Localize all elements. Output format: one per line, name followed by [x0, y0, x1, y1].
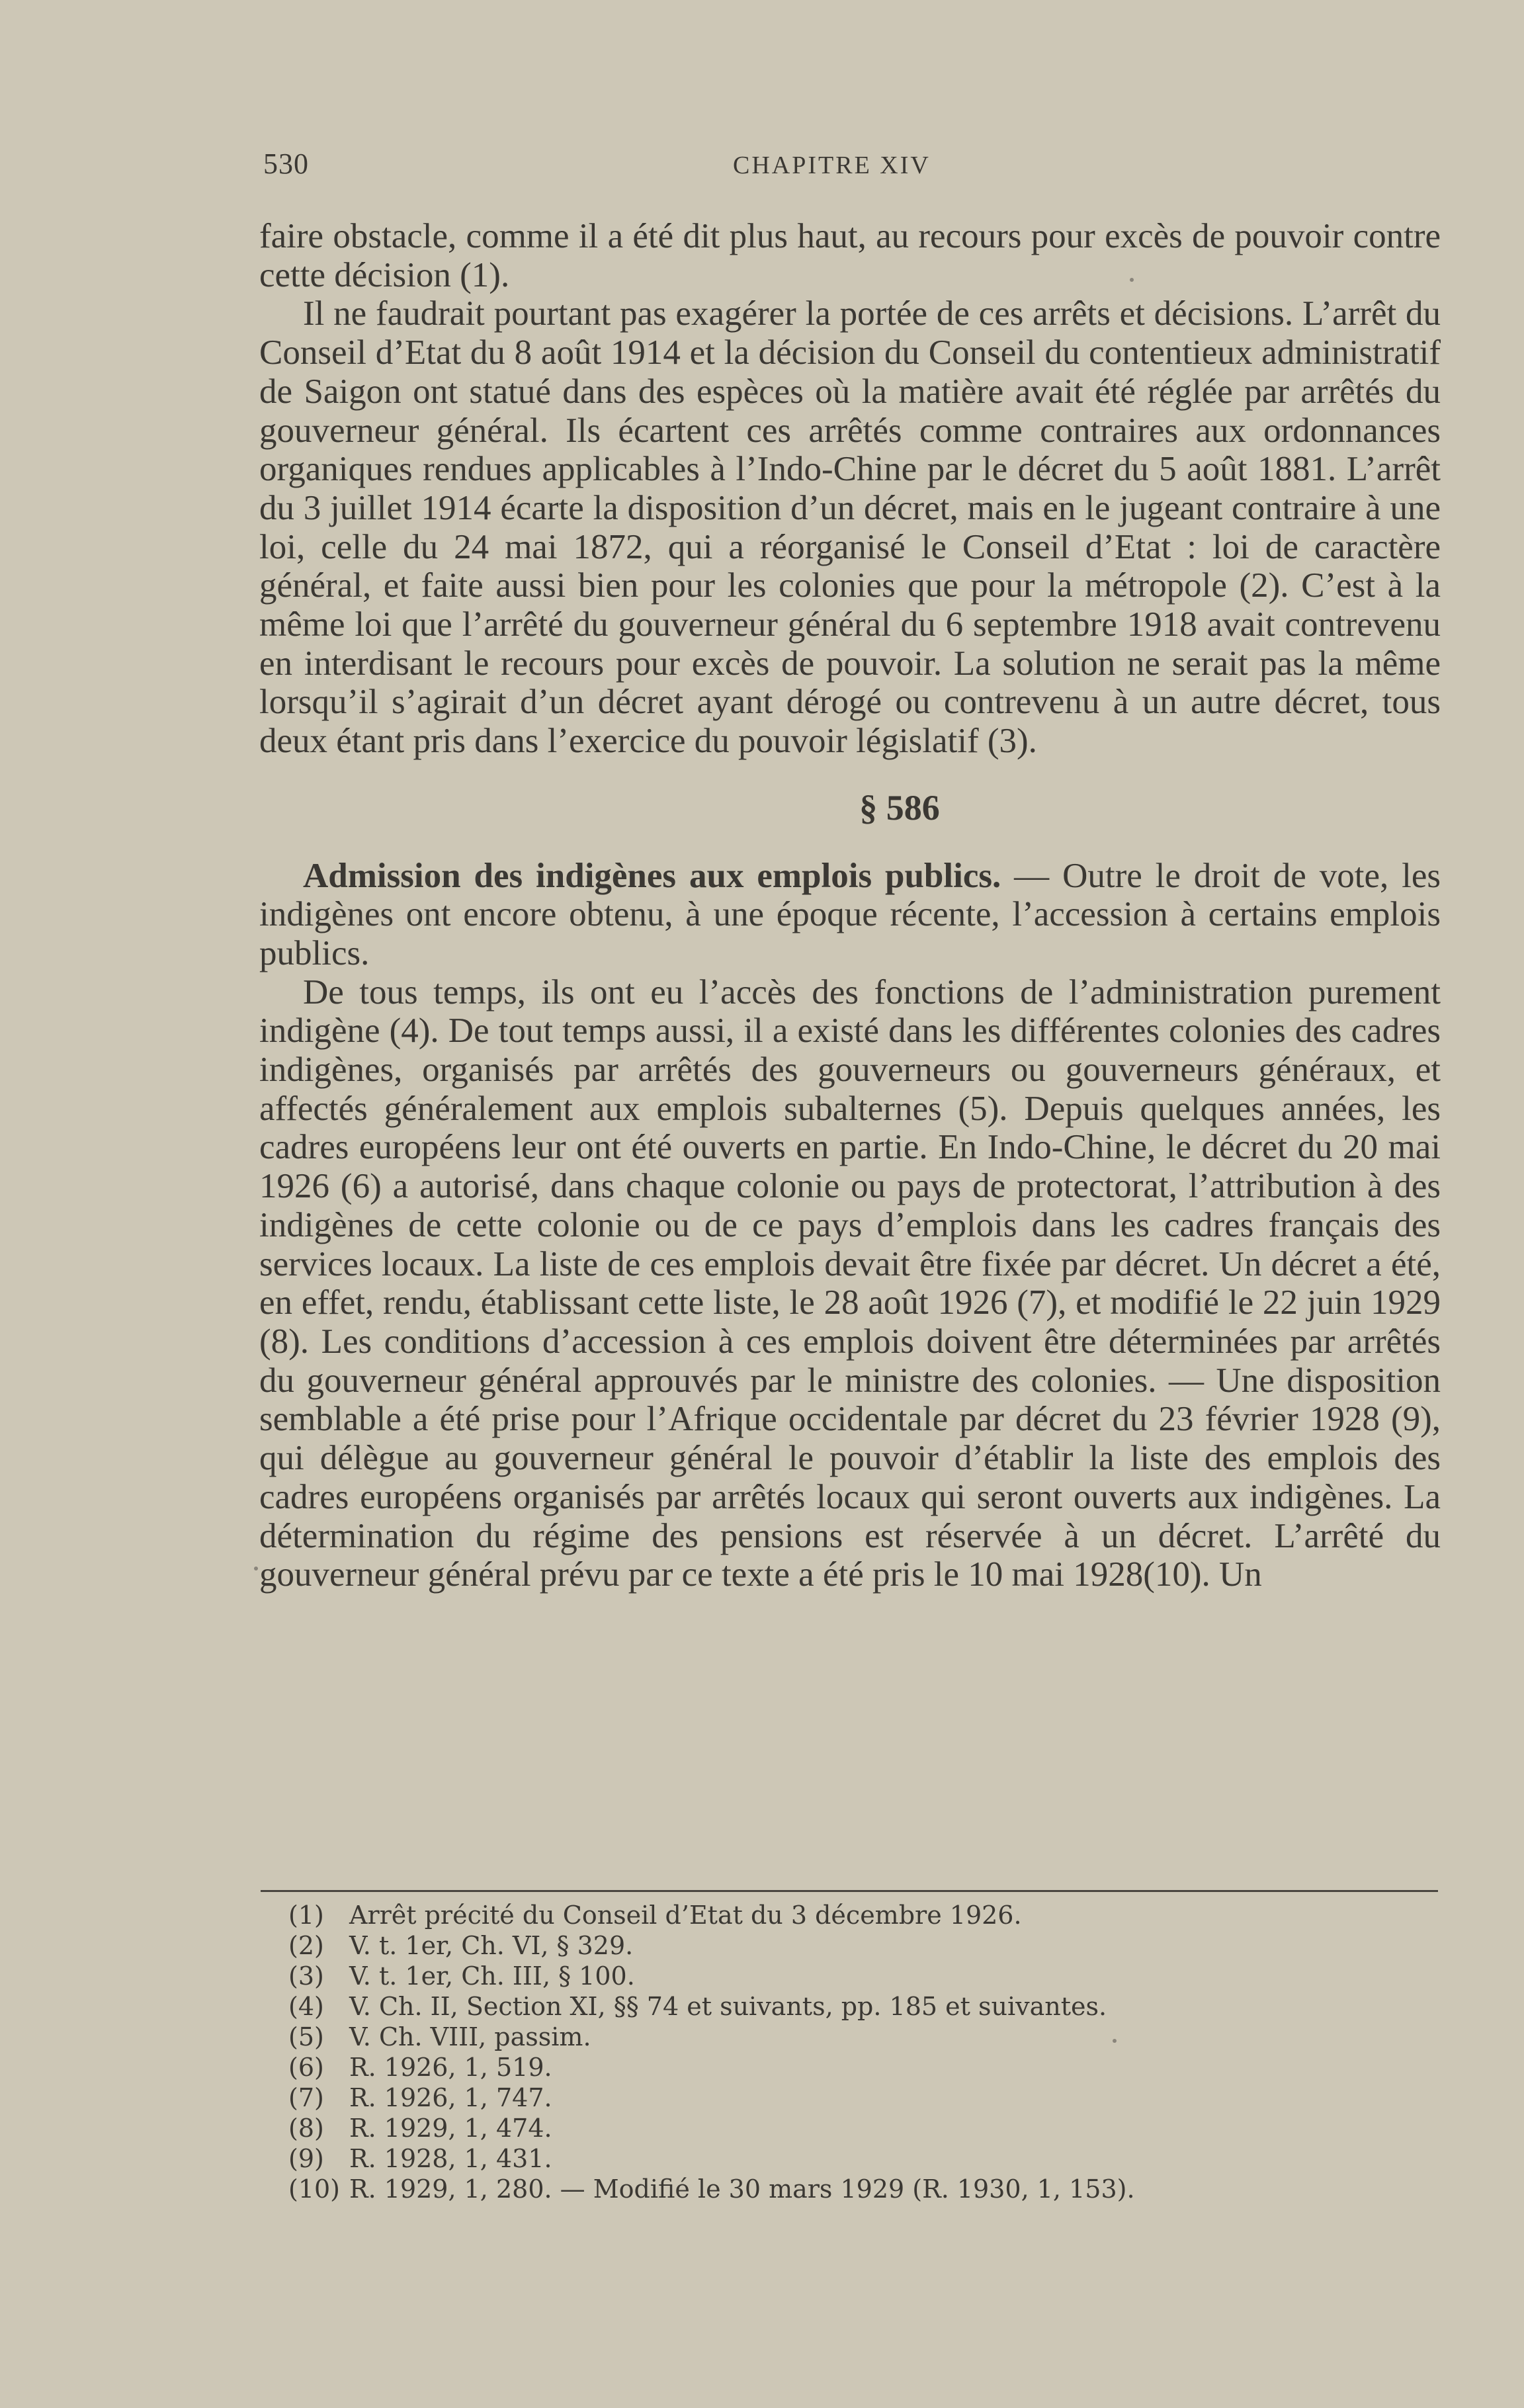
footnote-number: (5) [288, 2022, 324, 2051]
paragraph-3-text: — Outre le droit de vote, les indigènes ont encore obtenu, à une époque récente, l’accession à certains emplois publics. [259, 856, 1441, 972]
page-number: 530 [263, 148, 309, 180]
footnote-number: (4) [288, 1992, 324, 2021]
footnote [288, 2022, 1439, 2052]
footnote-text: V. t. 1er, Ch. III, § 100. [349, 1961, 635, 1991]
footnote [288, 2052, 1439, 2083]
paragraph-4: De tous temps, ils ont eu l’accès des fonctions de l’administration purement indigène (4). De tout temps aussi, il a existé dans les différentes colonies des cadres indigènes, organisés par arrêtés des gouverneurs ou gouverneurs généraux, et affectés généralement aux emplois subalternes (5). Depuis quelques années, les cadres européens leur ont été ouverts en partie. En Indo-Chine, le décret du 20 mai 1926 (6) a autorisé, dans chaque colonie ou pays de protectorat, l’attribution à des indigènes de cette colonie ou de ce pays d’emplois dans les cadres français des services locaux. La liste de ces emplois devait être fixée par décret. Un décret a été, en effet, rendu, établissant cette liste, le 28 août 1926 (7), et modifié le 22 juin 1929 (8). Les conditions d’accession à ces emplois doivent être déterminées par arrêtés du gouverneur général approuvés par le ministre des colonies. — Une disposition semblable a été prise pour l’Afrique occidentale par décret du 23 février 1928 (9), qui délègue au gouverneur général le pouvoir d’établir la liste des emplois des cadres européens organisés par arrêtés locaux qui seront ouverts aux indigènes. La détermination du régime des pensions est réservée à un décret. L’arrêté du gouverneur général prévu par ce texte a été pris le 10 mai 1928(10). Un [259, 972, 1441, 1594]
footnote-number: (3) [288, 1961, 324, 1991]
footnote [288, 1961, 1439, 1991]
footnote [288, 2143, 1439, 2174]
footnote-text: R. 1929, 1, 280. — Modifié le 30 mars 1929 (R. 1930, 1, 153). [349, 2174, 1135, 2204]
running-head: CHAPITRE XIV [733, 151, 931, 179]
footnote-number: (9) [288, 2144, 324, 2173]
page-header [263, 147, 1441, 187]
footnote-text: V. Ch. VIII, passim. [349, 2022, 591, 2051]
footnote-text: R. 1926, 1, 519. [349, 2053, 552, 2082]
paragraph-1: faire obstacle, comme il a été dit plus haut, au recours pour excès de pouvoir contre cette décision (1). [259, 217, 1441, 294]
footnote-number: (6) [288, 2053, 324, 2082]
footnote-text: V. t. 1er, Ch. VI, § 329. [349, 1931, 634, 1960]
paragraph-2: Il ne faudrait pourtant pas exagérer la portée de ces arrêts et décisions. L’arrêt du Conseil d’Etat du 8 août 1914 et la décision du Conseil du contentieux administratif de Saigon ont statué dans des espèces où la matière avait été réglée par arrêtés du gouverneur général. Ils écartent ces arrêtés comme contraires aux ordonnances organiques rendues applicables à l’Indo-Chine par le décret du 5 août 1881. L’arrêt du 3 juillet 1914 écarte la disposition d’un décret, mais en le jugeant contraire à une loi, celle du 24 mai 1872, qui a réorganisé le Conseil d’Etat : loi de caractère général, et faite aussi bien pour les colonies que pour la métropole (2). C’est à la même loi que l’arrêté du gouverneur général du 6 septembre 1918 avait contrevenu en interdisant le recours pour excès de pouvoir. La solution ne serait pas la même lorsqu’il s’agirait d’un décret ayant dérogé ou contrevenu à un autre décret, tous deux étant pris dans l’exercice du pouvoir législatif (3). [259, 294, 1441, 761]
section-title: Admission des indigènes aux emplois publics. [303, 856, 1001, 895]
footnote-text: R. 1929, 1, 474. [349, 2114, 552, 2143]
paragraph-3 [259, 857, 1441, 973]
footnotes [288, 1900, 1439, 2204]
footnote-text: V. Ch. II, Section XI, §§ 74 et suivants, pp. 185 et suivantes. [349, 1992, 1107, 2021]
footnote-text: Arrêt précité du Conseil d’Etat du 3 décembre 1926. [349, 1901, 1022, 1930]
footnote-text: R. 1928, 1, 431. [349, 2144, 552, 2173]
footnote [288, 1930, 1439, 1961]
footnote-number: (1) [288, 1901, 324, 1930]
footnote-text: R. 1926, 1, 747. [349, 2083, 552, 2112]
footnote-number: (8) [288, 2114, 324, 2143]
footnote-number: (10) [288, 2174, 341, 2204]
paper-speck [254, 1567, 258, 1570]
footnote [288, 2174, 1439, 2204]
footnote [288, 1900, 1439, 1930]
footnote-divider [261, 1890, 1438, 1892]
footnote [288, 2083, 1439, 2113]
paper-speck [1113, 2039, 1117, 2043]
body-text [259, 217, 1441, 1594]
footnote [288, 1991, 1439, 2022]
footnote-number: (7) [288, 2083, 324, 2112]
section-heading: § 586 [859, 787, 940, 828]
footnote-number: (2) [288, 1931, 324, 1960]
paper-speck [1130, 278, 1134, 282]
footnote [288, 2113, 1439, 2143]
